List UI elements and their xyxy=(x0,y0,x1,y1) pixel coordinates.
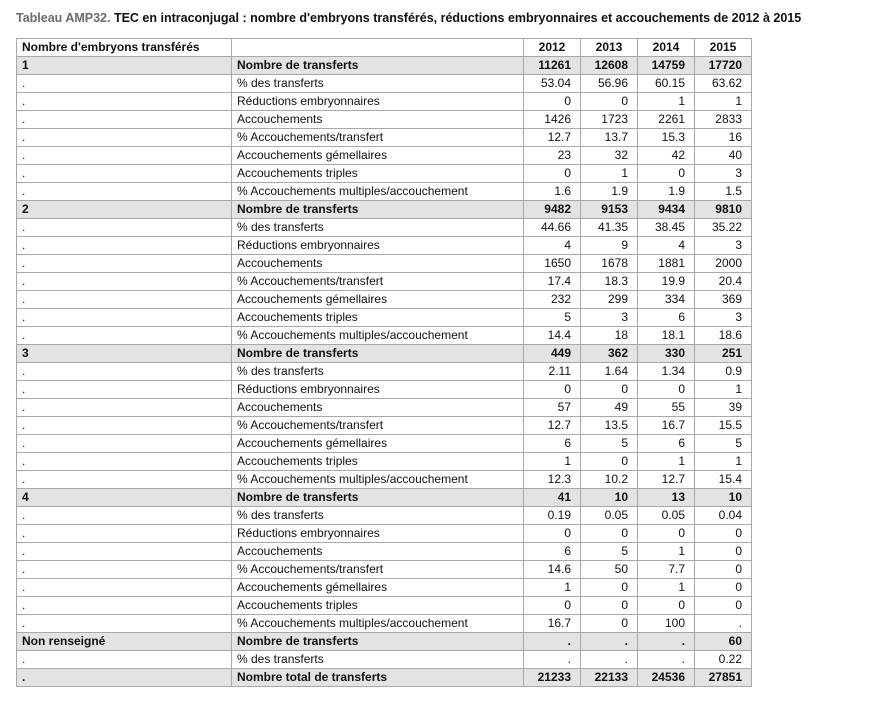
value-cell-2012: 0.19 xyxy=(524,507,581,525)
value-cell-2015: 1 xyxy=(695,381,752,399)
value-cell-2012: 14.4 xyxy=(524,327,581,345)
table-row xyxy=(17,183,752,201)
table-row xyxy=(17,93,752,111)
group-cell: . xyxy=(17,561,232,579)
value-cell-2012: 17.4 xyxy=(524,273,581,291)
group-cell: Non renseigné xyxy=(17,633,232,651)
value-cell-2015: 39 xyxy=(695,399,752,417)
indicator-cell: Accouchements xyxy=(232,399,524,417)
indicator-cell: % Accouchements multiples/accouchement xyxy=(232,471,524,489)
value-cell-2014: 330 xyxy=(638,345,695,363)
value-cell-2015: 1 xyxy=(695,453,752,471)
value-cell-2012: 1 xyxy=(524,453,581,471)
indicator-cell: % des transferts xyxy=(232,75,524,93)
header-embryons: Nombre d'embryons transférés xyxy=(17,39,232,57)
value-cell-2014: 0 xyxy=(638,165,695,183)
value-cell-2015: 251 xyxy=(695,345,752,363)
value-cell-2014: 1.34 xyxy=(638,363,695,381)
group-cell: . xyxy=(17,237,232,255)
value-cell-2015: 0 xyxy=(695,543,752,561)
value-cell-2013: 56.96 xyxy=(581,75,638,93)
indicator-cell: Accouchements triples xyxy=(232,597,524,615)
table-row xyxy=(17,219,752,237)
value-cell-2015: 1.5 xyxy=(695,183,752,201)
indicator-cell: % des transferts xyxy=(232,507,524,525)
value-cell-2015: . xyxy=(695,615,752,633)
value-cell-2013: 1.9 xyxy=(581,183,638,201)
value-cell-2015: 3 xyxy=(695,237,752,255)
indicator-cell: Accouchements xyxy=(232,543,524,561)
value-cell-2013: 1 xyxy=(581,165,638,183)
value-cell-2012: 12.3 xyxy=(524,471,581,489)
table-body xyxy=(17,39,752,687)
value-cell-2012: 57 xyxy=(524,399,581,417)
value-cell-2014: 0.05 xyxy=(638,507,695,525)
value-cell-2012: 1 xyxy=(524,579,581,597)
value-cell-2013: 1723 xyxy=(581,111,638,129)
table-row xyxy=(17,435,752,453)
indicator-cell: Réductions embryonnaires xyxy=(232,237,524,255)
value-cell-2014: 16.7 xyxy=(638,417,695,435)
group-cell: . xyxy=(17,75,232,93)
value-cell-2013: 3 xyxy=(581,309,638,327)
group-cell: . xyxy=(17,579,232,597)
value-cell-2015: 0 xyxy=(695,597,752,615)
value-cell-2013: 22133 xyxy=(581,669,638,687)
value-cell-2015: 369 xyxy=(695,291,752,309)
group-cell: . xyxy=(17,93,232,111)
indicator-cell: Réductions embryonnaires xyxy=(232,93,524,111)
value-cell-2012: 1.6 xyxy=(524,183,581,201)
indicator-cell: Réductions embryonnaires xyxy=(232,381,524,399)
table-title xyxy=(16,11,801,25)
value-cell-2013: . xyxy=(581,651,638,669)
group-cell: . xyxy=(17,471,232,489)
value-cell-2015: 1 xyxy=(695,93,752,111)
value-cell-2013: 32 xyxy=(581,147,638,165)
value-cell-2012: 2.11 xyxy=(524,363,581,381)
value-cell-2014: 0 xyxy=(638,597,695,615)
indicator-cell: % Accouchements/transfert xyxy=(232,273,524,291)
group-cell: . xyxy=(17,417,232,435)
value-cell-2012: 0 xyxy=(524,165,581,183)
value-cell-2013: 18 xyxy=(581,327,638,345)
table-row xyxy=(17,597,752,615)
value-cell-2013: 0 xyxy=(581,453,638,471)
value-cell-2014: 4 xyxy=(638,237,695,255)
value-cell-2012: 6 xyxy=(524,435,581,453)
value-cell-2013: 299 xyxy=(581,291,638,309)
group-cell: . xyxy=(17,669,232,687)
header-indicator xyxy=(232,39,524,57)
table-row xyxy=(17,273,752,291)
value-cell-2014: 1 xyxy=(638,579,695,597)
value-cell-2014: 14759 xyxy=(638,57,695,75)
indicator-cell: % Accouchements multiples/accouchement xyxy=(232,183,524,201)
total-row xyxy=(17,669,752,687)
indicator-cell: % des transferts xyxy=(232,651,524,669)
value-cell-2015: 0.9 xyxy=(695,363,752,381)
value-cell-2015: 10 xyxy=(695,489,752,507)
value-cell-2012: 16.7 xyxy=(524,615,581,633)
value-cell-2015: 20.4 xyxy=(695,273,752,291)
value-cell-2015: 40 xyxy=(695,147,752,165)
value-cell-2012: 9482 xyxy=(524,201,581,219)
indicator-cell: Nombre total de transferts xyxy=(232,669,524,687)
table-row xyxy=(17,417,752,435)
header-row xyxy=(17,39,752,57)
value-cell-2013: 10 xyxy=(581,489,638,507)
table-row xyxy=(17,579,752,597)
group-cell: . xyxy=(17,507,232,525)
group-cell: 2 xyxy=(17,201,232,219)
group-row xyxy=(17,345,752,363)
value-cell-2012: 5 xyxy=(524,309,581,327)
value-cell-2014: 18.1 xyxy=(638,327,695,345)
value-cell-2013: 9153 xyxy=(581,201,638,219)
table-row xyxy=(17,147,752,165)
value-cell-2012: 23 xyxy=(524,147,581,165)
value-cell-2014: 9434 xyxy=(638,201,695,219)
value-cell-2012: 21233 xyxy=(524,669,581,687)
value-cell-2015: 0 xyxy=(695,561,752,579)
group-cell: . xyxy=(17,219,232,237)
value-cell-2013: 12608 xyxy=(581,57,638,75)
value-cell-2014: 1 xyxy=(638,543,695,561)
value-cell-2012: 12.7 xyxy=(524,129,581,147)
table-row xyxy=(17,237,752,255)
group-cell: 3 xyxy=(17,345,232,363)
value-cell-2014: 55 xyxy=(638,399,695,417)
table-row xyxy=(17,309,752,327)
value-cell-2012: 0 xyxy=(524,381,581,399)
value-cell-2012: . xyxy=(524,633,581,651)
table-row xyxy=(17,381,752,399)
value-cell-2014: . xyxy=(638,651,695,669)
table-row xyxy=(17,129,752,147)
table-row xyxy=(17,165,752,183)
value-cell-2015: 15.4 xyxy=(695,471,752,489)
group-row xyxy=(17,489,752,507)
group-cell: . xyxy=(17,255,232,273)
indicator-cell: Accouchements xyxy=(232,255,524,273)
value-cell-2013: 49 xyxy=(581,399,638,417)
value-cell-2014: 6 xyxy=(638,309,695,327)
value-cell-2012: 41 xyxy=(524,489,581,507)
value-cell-2012: 0 xyxy=(524,525,581,543)
value-cell-2014: 0 xyxy=(638,525,695,543)
value-cell-2014: 42 xyxy=(638,147,695,165)
indicator-cell: Accouchements xyxy=(232,111,524,129)
table-row xyxy=(17,111,752,129)
group-cell: . xyxy=(17,129,232,147)
indicator-cell: % Accouchements/transfert xyxy=(232,129,524,147)
value-cell-2014: 100 xyxy=(638,615,695,633)
indicator-cell: Nombre de transferts xyxy=(232,201,524,219)
indicator-cell: Accouchements gémellaires xyxy=(232,147,524,165)
indicator-cell: Réductions embryonnaires xyxy=(232,525,524,543)
value-cell-2015: 16 xyxy=(695,129,752,147)
indicator-cell: Accouchements gémellaires xyxy=(232,579,524,597)
header-year-2012: 2012 xyxy=(524,39,581,57)
indicator-cell: % Accouchements multiples/accouchement xyxy=(232,615,524,633)
group-cell: . xyxy=(17,381,232,399)
value-cell-2012: 14.6 xyxy=(524,561,581,579)
data-table xyxy=(16,38,752,687)
value-cell-2012: 1426 xyxy=(524,111,581,129)
value-cell-2013: 0 xyxy=(581,93,638,111)
table-row xyxy=(17,507,752,525)
value-cell-2015: 18.6 xyxy=(695,327,752,345)
value-cell-2015: 0 xyxy=(695,579,752,597)
group-cell: . xyxy=(17,291,232,309)
indicator-cell: % des transferts xyxy=(232,363,524,381)
group-cell: . xyxy=(17,615,232,633)
group-cell: . xyxy=(17,525,232,543)
indicator-cell: Accouchements gémellaires xyxy=(232,435,524,453)
table-row xyxy=(17,291,752,309)
value-cell-2015: 5 xyxy=(695,435,752,453)
header-year-2015: 2015 xyxy=(695,39,752,57)
value-cell-2012: 53.04 xyxy=(524,75,581,93)
value-cell-2013: 5 xyxy=(581,543,638,561)
group-cell: 1 xyxy=(17,57,232,75)
value-cell-2015: 0.22 xyxy=(695,651,752,669)
value-cell-2015: 2833 xyxy=(695,111,752,129)
group-cell: . xyxy=(17,273,232,291)
value-cell-2013: 10.2 xyxy=(581,471,638,489)
value-cell-2014: 334 xyxy=(638,291,695,309)
value-cell-2013: 0 xyxy=(581,525,638,543)
table-row xyxy=(17,255,752,273)
group-cell: . xyxy=(17,651,232,669)
value-cell-2012: 232 xyxy=(524,291,581,309)
indicator-cell: % Accouchements/transfert xyxy=(232,561,524,579)
value-cell-2012: . xyxy=(524,651,581,669)
table-row xyxy=(17,525,752,543)
table-row xyxy=(17,453,752,471)
value-cell-2013: 9 xyxy=(581,237,638,255)
table-row xyxy=(17,363,752,381)
value-cell-2013: 362 xyxy=(581,345,638,363)
value-cell-2014: 12.7 xyxy=(638,471,695,489)
group-row xyxy=(17,57,752,75)
value-cell-2013: 18.3 xyxy=(581,273,638,291)
value-cell-2012: 6 xyxy=(524,543,581,561)
group-cell: . xyxy=(17,453,232,471)
value-cell-2013: 0.05 xyxy=(581,507,638,525)
table-row xyxy=(17,399,752,417)
indicator-cell: Nombre de transferts xyxy=(232,633,524,651)
table-row xyxy=(17,75,752,93)
value-cell-2015: 0 xyxy=(695,525,752,543)
table-row xyxy=(17,327,752,345)
value-cell-2015: 15.5 xyxy=(695,417,752,435)
table-number: Tableau AMP32. xyxy=(16,11,111,25)
value-cell-2014: 6 xyxy=(638,435,695,453)
value-cell-2014: 38.45 xyxy=(638,219,695,237)
value-cell-2012: 0 xyxy=(524,93,581,111)
value-cell-2015: 0.04 xyxy=(695,507,752,525)
value-cell-2013: 0 xyxy=(581,579,638,597)
group-row xyxy=(17,633,752,651)
group-cell: . xyxy=(17,183,232,201)
value-cell-2015: 35.22 xyxy=(695,219,752,237)
indicator-cell: Accouchements triples xyxy=(232,453,524,471)
table-caption: TEC en intraconjugal : nombre d'embryons transférés, réductions embryonnaires et accouchements de 2012 à 2015 xyxy=(110,11,802,25)
indicator-cell: Nombre de transferts xyxy=(232,57,524,75)
value-cell-2015: 17720 xyxy=(695,57,752,75)
value-cell-2014: 1881 xyxy=(638,255,695,273)
header-year-2014: 2014 xyxy=(638,39,695,57)
group-cell: 4 xyxy=(17,489,232,507)
value-cell-2015: 3 xyxy=(695,309,752,327)
value-cell-2013: 50 xyxy=(581,561,638,579)
value-cell-2015: 60 xyxy=(695,633,752,651)
value-cell-2012: 0 xyxy=(524,597,581,615)
group-cell: . xyxy=(17,597,232,615)
value-cell-2015: 9810 xyxy=(695,201,752,219)
header-year-2013: 2013 xyxy=(581,39,638,57)
value-cell-2013: 0 xyxy=(581,381,638,399)
value-cell-2014: . xyxy=(638,633,695,651)
value-cell-2013: 0 xyxy=(581,615,638,633)
value-cell-2014: 19.9 xyxy=(638,273,695,291)
indicator-cell: Nombre de transferts xyxy=(232,345,524,363)
indicator-cell: % Accouchements multiples/accouchement xyxy=(232,327,524,345)
value-cell-2012: 11261 xyxy=(524,57,581,75)
indicator-cell: Accouchements triples xyxy=(232,165,524,183)
value-cell-2014: 1 xyxy=(638,453,695,471)
value-cell-2014: 2261 xyxy=(638,111,695,129)
indicator-cell: % des transferts xyxy=(232,219,524,237)
value-cell-2015: 3 xyxy=(695,165,752,183)
value-cell-2014: 15.3 xyxy=(638,129,695,147)
value-cell-2014: 7.7 xyxy=(638,561,695,579)
value-cell-2014: 24536 xyxy=(638,669,695,687)
value-cell-2012: 12.7 xyxy=(524,417,581,435)
value-cell-2012: 449 xyxy=(524,345,581,363)
indicator-cell: Accouchements gémellaires xyxy=(232,291,524,309)
value-cell-2015: 27851 xyxy=(695,669,752,687)
group-cell: . xyxy=(17,363,232,381)
group-cell: . xyxy=(17,327,232,345)
group-cell: . xyxy=(17,165,232,183)
value-cell-2013: 1.64 xyxy=(581,363,638,381)
group-cell: . xyxy=(17,147,232,165)
group-cell: . xyxy=(17,543,232,561)
indicator-cell: % Accouchements/transfert xyxy=(232,417,524,435)
value-cell-2013: 1678 xyxy=(581,255,638,273)
value-cell-2013: 0 xyxy=(581,597,638,615)
table-row xyxy=(17,615,752,633)
value-cell-2014: 60.15 xyxy=(638,75,695,93)
table-row xyxy=(17,561,752,579)
group-cell: . xyxy=(17,309,232,327)
value-cell-2014: 1.9 xyxy=(638,183,695,201)
value-cell-2012: 44.66 xyxy=(524,219,581,237)
indicator-cell: Nombre de transferts xyxy=(232,489,524,507)
value-cell-2012: 1650 xyxy=(524,255,581,273)
group-cell: . xyxy=(17,399,232,417)
value-cell-2014: 1 xyxy=(638,93,695,111)
value-cell-2015: 63.62 xyxy=(695,75,752,93)
value-cell-2013: 41.35 xyxy=(581,219,638,237)
indicator-cell: Accouchements triples xyxy=(232,309,524,327)
value-cell-2012: 4 xyxy=(524,237,581,255)
table-row xyxy=(17,543,752,561)
group-cell: . xyxy=(17,111,232,129)
value-cell-2014: 0 xyxy=(638,381,695,399)
value-cell-2013: 5 xyxy=(581,435,638,453)
value-cell-2013: 13.7 xyxy=(581,129,638,147)
value-cell-2015: 2000 xyxy=(695,255,752,273)
group-cell: . xyxy=(17,435,232,453)
value-cell-2013: 13.5 xyxy=(581,417,638,435)
table-row xyxy=(17,651,752,669)
table-row xyxy=(17,471,752,489)
value-cell-2013: . xyxy=(581,633,638,651)
group-row xyxy=(17,201,752,219)
value-cell-2014: 13 xyxy=(638,489,695,507)
